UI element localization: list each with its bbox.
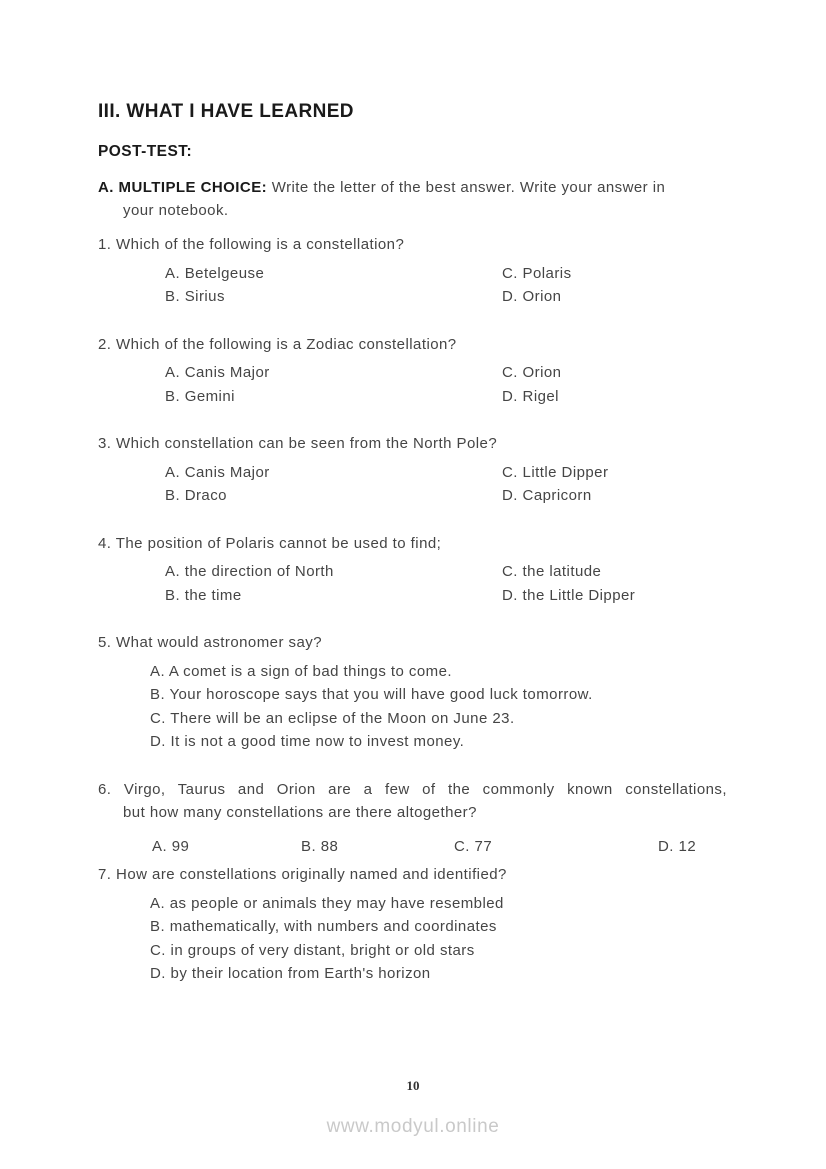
question-6	[98, 778, 727, 859]
option-label: B.	[165, 387, 181, 405]
option-text: the Little Dipper	[522, 586, 636, 604]
option-text: A comet is a sign of bad things to come.	[168, 662, 453, 680]
option-a	[150, 892, 727, 916]
question-4-label: The position of Polaris cannot be used to find;	[115, 534, 442, 552]
option-text: Gemini	[184, 387, 235, 405]
option-b	[165, 385, 502, 409]
question-2-number: 2.	[98, 335, 112, 353]
question-7-options	[150, 892, 727, 986]
option-c	[502, 262, 727, 286]
option-b	[165, 484, 502, 508]
option-a	[152, 835, 301, 859]
option-d	[502, 484, 727, 508]
option-text: Orion	[522, 288, 562, 305]
option-text: mathematically, with numbers and coordinates	[169, 918, 497, 935]
question-3-label: Which constellation can be seen from the North Pole?	[116, 435, 498, 452]
option-text: 88	[320, 837, 339, 855]
option-text: Orion	[522, 364, 562, 381]
option-text: Your horoscope says that you will have good luck tomorrow.	[169, 686, 593, 703]
option-text: in groups of very distant, bright or old stars	[170, 941, 475, 959]
question-1-label: Which of the following is a constellation?	[116, 236, 405, 253]
option-label: C.	[150, 941, 166, 959]
post-test-heading: POST-TEST:	[98, 143, 193, 160]
option-d	[658, 835, 727, 859]
question-2-options	[165, 361, 727, 408]
question-7-number: 7.	[98, 866, 112, 883]
option-text: by their location from Earth's horizon	[170, 965, 431, 982]
option-c	[150, 939, 727, 963]
option-label: C.	[502, 563, 518, 580]
question-4-text	[98, 532, 727, 556]
option-label: C.	[150, 709, 166, 727]
page-number: 10	[406, 1078, 420, 1093]
option-text: Rigel	[522, 387, 559, 405]
question-3	[98, 432, 727, 508]
option-b	[165, 584, 502, 608]
question-3-text	[98, 432, 727, 456]
question-7-label: How are constellations originally named and identified?	[116, 866, 507, 883]
option-label: B.	[165, 487, 181, 504]
instructions-line-1	[98, 176, 727, 199]
question-7-text	[98, 863, 727, 887]
option-a	[165, 361, 502, 385]
option-a	[165, 262, 502, 286]
option-d	[150, 962, 727, 986]
option-label: B.	[165, 288, 181, 305]
option-text: the direction of North	[184, 563, 334, 580]
option-c	[502, 361, 727, 385]
option-text: 77	[474, 837, 493, 855]
option-label: B.	[165, 586, 181, 604]
option-a	[165, 461, 502, 485]
option-label: A.	[150, 662, 166, 680]
question-7	[98, 863, 727, 986]
instructions-text: Write the letter of the best answer. Write your answer in	[271, 179, 666, 196]
option-d	[502, 584, 727, 608]
question-3-options	[165, 461, 727, 508]
question-1	[98, 233, 727, 309]
instructions-label: A. MULTIPLE CHOICE:	[98, 179, 268, 196]
option-label: D.	[502, 387, 518, 405]
option-label: B.	[150, 686, 166, 703]
option-text: Canis Major	[184, 463, 270, 481]
question-1-text	[98, 233, 727, 257]
question-6-line-1	[98, 778, 727, 802]
option-d	[150, 730, 727, 754]
watermark: www.modyul.online	[326, 1116, 500, 1137]
question-4-options	[165, 560, 727, 607]
question-2-text	[98, 333, 727, 357]
option-a	[150, 660, 727, 684]
question-1-options	[165, 262, 727, 309]
option-text: There will be an eclipse of the Moon on June 23.	[170, 709, 515, 727]
option-b	[165, 285, 502, 309]
instructions-line-2: your notebook.	[123, 202, 229, 219]
option-label: A.	[152, 837, 168, 855]
option-b	[301, 835, 454, 859]
option-label: D.	[502, 288, 518, 305]
option-text: Capricorn	[522, 487, 592, 504]
option-label: D.	[658, 837, 674, 855]
option-text: Little Dipper	[522, 463, 609, 481]
option-label: D.	[502, 586, 518, 604]
question-5-text	[98, 631, 727, 655]
question-4-number: 4.	[98, 534, 112, 552]
option-text: 99	[171, 837, 190, 855]
option-label: A.	[165, 463, 181, 481]
option-c	[502, 560, 727, 584]
option-label: A.	[165, 264, 181, 282]
option-label: C.	[454, 837, 470, 855]
option-d	[502, 385, 727, 409]
option-text: the time	[184, 586, 242, 604]
option-text: It is not a good time now to invest money.	[170, 733, 465, 750]
question-3-number: 3.	[98, 435, 112, 452]
option-label: B.	[301, 837, 317, 855]
option-label: C.	[502, 364, 518, 381]
section-title: III. WHAT I HAVE LEARNED	[98, 101, 354, 122]
question-6-line-2: but how many constellations are there altogether?	[123, 804, 477, 821]
question-5	[98, 631, 727, 754]
question-1-number: 1.	[98, 236, 112, 253]
option-b	[150, 683, 727, 707]
option-c	[150, 707, 727, 731]
option-text: as people or animals they may have resembled	[169, 894, 504, 912]
option-label: A.	[165, 364, 181, 381]
option-c	[454, 835, 658, 859]
option-label: D.	[150, 733, 166, 750]
question-5-options	[150, 660, 727, 754]
option-label: A.	[165, 563, 181, 580]
question-2-label: Which of the following is a Zodiac constellation?	[116, 335, 457, 353]
question-5-label: What would astronomer say?	[116, 634, 322, 651]
question-6-text	[98, 778, 727, 825]
question-4	[98, 532, 727, 608]
option-label: C.	[502, 264, 518, 282]
option-label: B.	[150, 918, 166, 935]
option-text: the latitude	[522, 563, 602, 580]
question-6-label: Virgo, Taurus and Orion are a few of the commonly known constellations,	[123, 780, 727, 798]
instructions	[98, 176, 727, 222]
option-label: D.	[150, 965, 166, 982]
option-text: Polaris	[522, 264, 572, 282]
question-2	[98, 333, 727, 409]
option-label: C.	[502, 463, 518, 481]
option-a	[165, 560, 502, 584]
option-label: D.	[502, 487, 518, 504]
option-c	[502, 461, 727, 485]
option-text: Canis Major	[184, 364, 270, 381]
option-text: Sirius	[184, 288, 225, 305]
option-d	[502, 285, 727, 309]
question-5-number: 5.	[98, 634, 112, 651]
question-6-number: 6.	[98, 780, 112, 798]
option-text: Draco	[184, 487, 227, 504]
question-6-options	[152, 835, 727, 859]
option-label: A.	[150, 894, 166, 912]
option-text: Betelgeuse	[184, 264, 265, 282]
option-text: 12	[678, 837, 697, 855]
option-b	[150, 915, 727, 939]
